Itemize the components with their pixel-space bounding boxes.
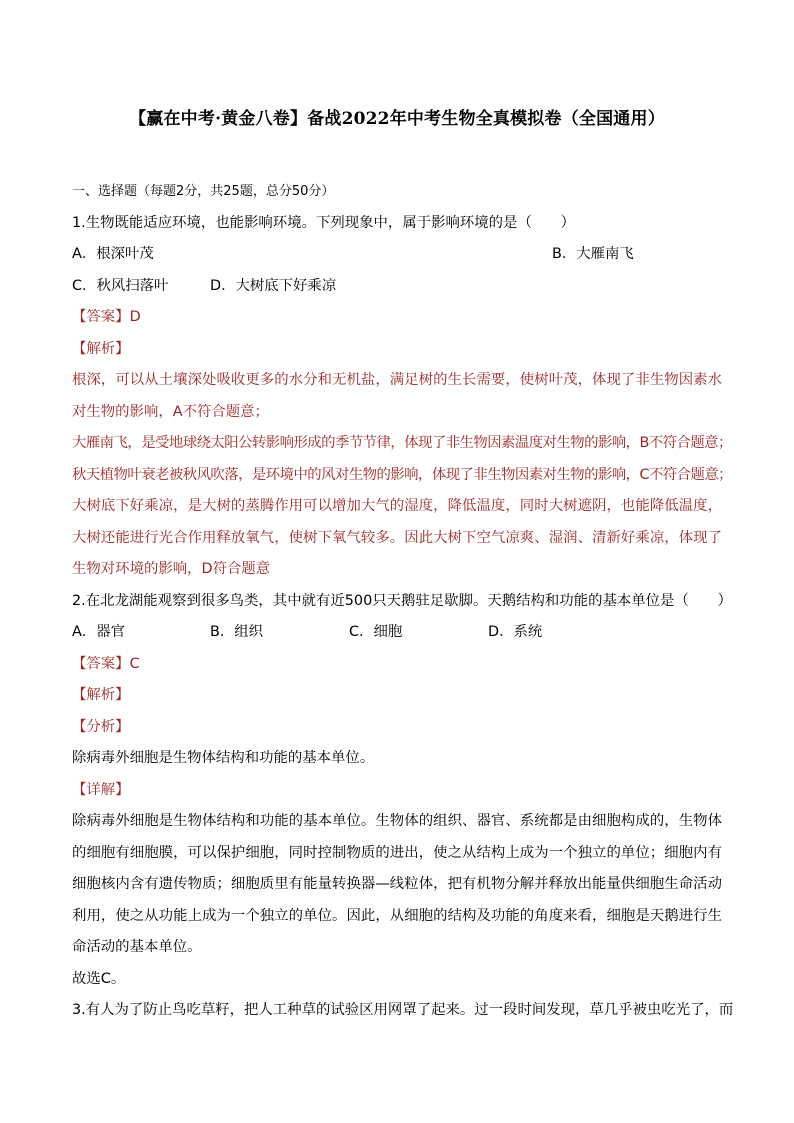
question-2-answer: 【答案】C <box>72 655 140 672</box>
question-2-xiangjie-tag: 【详解】 <box>72 781 130 798</box>
question-2-option-a: A．器官 <box>72 624 126 640</box>
question-1-stem: 1.生物既能适应环境，也能影响环境。下列现象中，属于影响环境的是（ ） <box>72 214 576 231</box>
question-1-option-d: D．大树底下好乘凉 <box>210 277 337 294</box>
section-header: 一、选择题（每题2分，共25题，总分50分） <box>72 184 335 199</box>
question-1-analysis-paragraph: 大雁南飞，是受地球绕太阳公转影响形成的季节节律，体现了非生物因素温度对生物的影响，B不符合题意； <box>72 435 732 451</box>
question-2-xiangjie-text: 除病毒外细胞是生物体结构和功能的基本单位。生物体的组织、器官、系统都是由细胞构成的，生物体的细胞有细胞膜，可以保护细胞，同时控制物质的进出，使之从结构上成为一个独立的单位；细胞内有细胞核内含有遗传物质；细胞质里有能量转换器—线粒体，把有机物分解并释放出能量供细胞生命活动利用，使之从功能上成为一个独立的单位。因此，从细胞的结构及功能的角度来看，细胞是天鹅进行生命活动的基本单位。 <box>72 813 722 955</box>
question-1-option-c: C．秋风扫落叶 <box>72 277 169 294</box>
question-2-conclusion: 故选C。 <box>72 970 126 987</box>
question-2-analysis-tag: 【解析】 <box>72 687 130 703</box>
question-1-analysis-tag: 【解析】 <box>72 340 130 357</box>
question-1-option-b: B．大雁南飞 <box>552 246 634 262</box>
question-2-fenxi-tag: 【分析】 <box>72 718 130 735</box>
question-2-fenxi-text: 除病毒外细胞是生物体结构和功能的基本单位。 <box>72 750 375 766</box>
question-3-stem: 3.有人为了防止鸟吃草籽，把人工种草的试验区用网罩了起来。过一段时间发现，草几乎被虫吃光了，而 <box>72 1002 734 1018</box>
question-1-options-row-1 <box>72 239 722 271</box>
question-1-option-a: A．根深叶茂 <box>72 246 154 262</box>
question-2-option-b: B．组织 <box>210 624 264 640</box>
question-2-option-c: C．细胞 <box>349 624 403 640</box>
question-1-analysis-paragraph: 根深，可以从土壤深处吸收更多的水分和无机盐，满足树的生长需要，使树叶茂，体现了非生物因素水对生物的影响，A不符合题意； <box>72 372 722 420</box>
question-1-options-row-2 <box>72 271 722 303</box>
question-2-stem: 2.在北龙湖能观察到很多鸟类，其中就有近500只天鹅驻足歇脚。天鹅结构和功能的基本单位是（ ） <box>72 592 732 609</box>
question-1-analysis-paragraph: 秋天植物叶衰老被秋风吹落，是环境中的风对生物的影响，体现了非生物因素对生物的影响，C不符合题意； <box>72 466 733 483</box>
question-1-answer: 【答案】D <box>72 309 141 325</box>
question-1-analysis-paragraph: 大树底下好乘凉，是大树的蒸腾作用可以增加大气的湿度，降低温度，同时大树遮阴，也能降低温度，大树还能进行光合作用释放氧气，使树下氧气较多。因此大树下空气凉爽、湿润、清新好乘凉，体现了生物对环境的影响，D符合题意 <box>72 498 722 577</box>
document-title: 【赢在中考·黄金八卷】备战2022年中考生物全真模拟卷（全国通用） <box>129 109 665 129</box>
question-2-options-row <box>72 617 722 649</box>
document-body <box>72 176 734 1027</box>
question-2-option-d: D．系统 <box>488 624 543 640</box>
